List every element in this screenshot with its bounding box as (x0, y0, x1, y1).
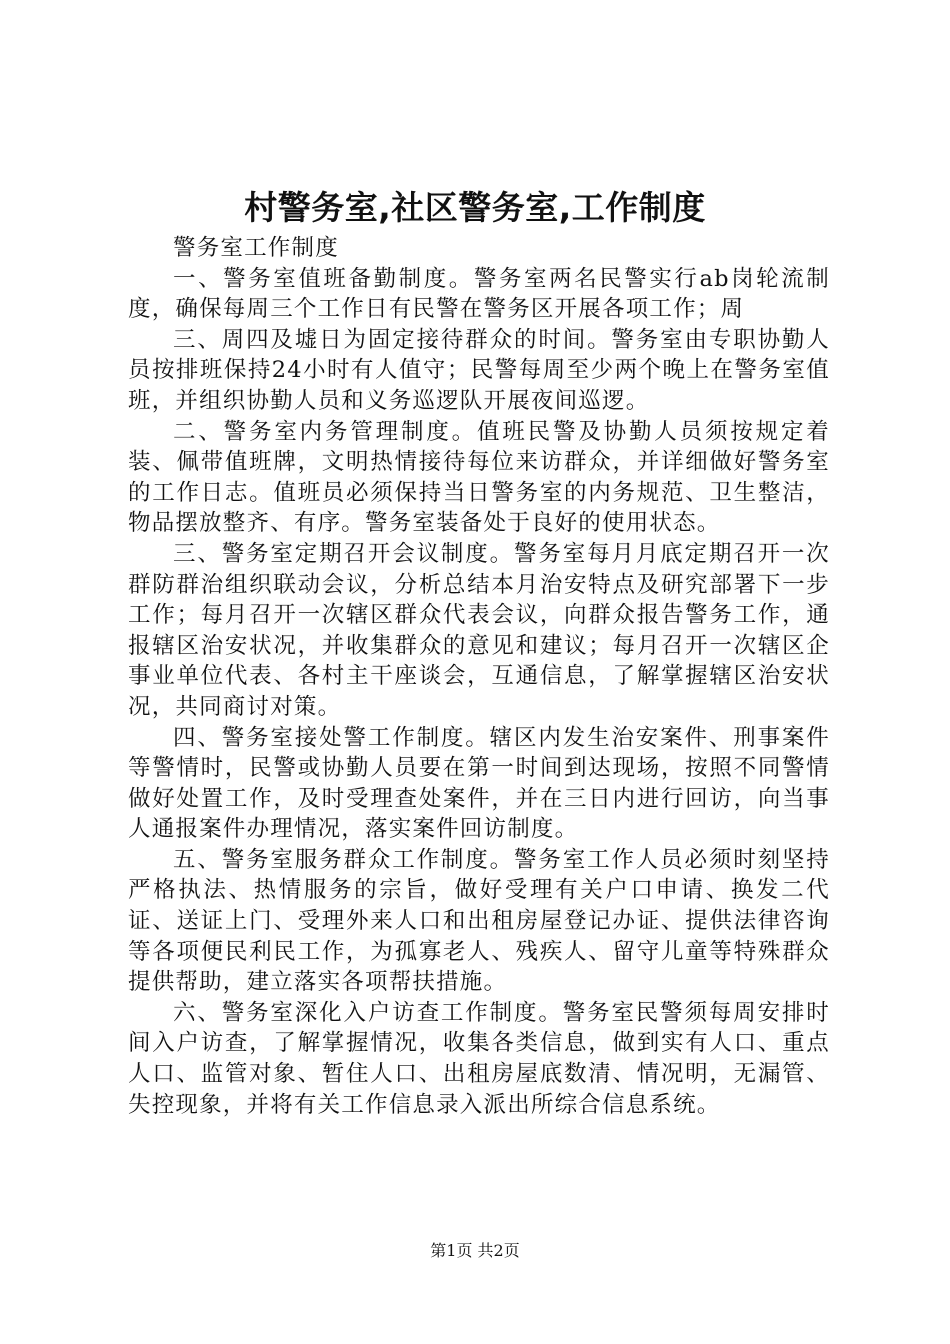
document-title: 村警务室,社区警务室,工作制度 (244, 188, 706, 227)
paragraph-public-service: 五、警务室服务群众工作制度。警务室工作人员必须时刻坚持严格执法、热情服务的宗旨，做好受理有关户口申请、换发二代证、送证上门、受理外来人口和出租房屋登记办证、提供法律咨询等各项便民利民工作，为孤寡老人、残疾人、留守儿童等特殊群众提供帮助，建立落实各项帮扶措施。 (128, 846, 830, 996)
page-number-footer: 第1页 共2页 (430, 1241, 520, 1260)
paragraph-heading: 警务室工作制度 (173, 235, 339, 261)
paragraph-internal-management: 二、警务室内务管理制度。值班民警及协勤人员须按规定着装、佩带值班牌，文明热情接待每位来访群众，并详细做好警务室的工作日志。值班员必须保持当日警务室的内务规范、卫生整洁，物品摆放整齐、有序。警务室装备处于良好的使用状态。 (128, 418, 830, 537)
document-body (128, 233, 830, 1120)
paragraph-duty-system: 一、警务室值班备勤制度。警务室两名民警实行ab岗轮流制度，确保每周三个工作日有民警在警务区开展各项工作；周 (128, 265, 830, 323)
paragraph-meeting-system: 三、警务室定期召开会议制度。警务室每月月底定期召开一次群防群治组织联动会议，分析总结本月治安特点及研究部署下一步工作；每月召开一次辖区群众代表会议，向群众报告警务工作，通报辖区治安状况，并收集群众的意见和建议；每月召开一次辖区企事业单位代表、各村主干座谈会，互通信息，了解掌握辖区治安状况，共同商讨对策。 (128, 540, 830, 720)
paragraph-home-visits: 六、警务室深化入户访查工作制度。警务室民警须每周安排时间入户访查，了解掌握情况，收集各类信息，做到实有人口、重点人口、监管对象、暂住人口、出租房屋底数清、情况明，无漏管、失控现象，并将有关工作信息录入派出所综合信息系统。 (128, 999, 830, 1118)
paragraph-police-response: 四、警务室接处警工作制度。辖区内发生治安案件、刑事案件等警情时，民警或协勤人员要在第一时间到达现场，按照不同警情做好处置工作，及时受理查处案件，并在三日内进行回访，向当事人通报案件办理情况，落实案件回访制度。 (128, 724, 830, 843)
paragraph-duty-system-continued: 三、周四及墟日为固定接待群众的时间。警务室由专职协勤人员按排班保持24小时有人值守；民警每周至少两个晚上在警务室值班，并组织协勤人员和义务巡逻队开展夜间巡逻。 (128, 326, 830, 414)
